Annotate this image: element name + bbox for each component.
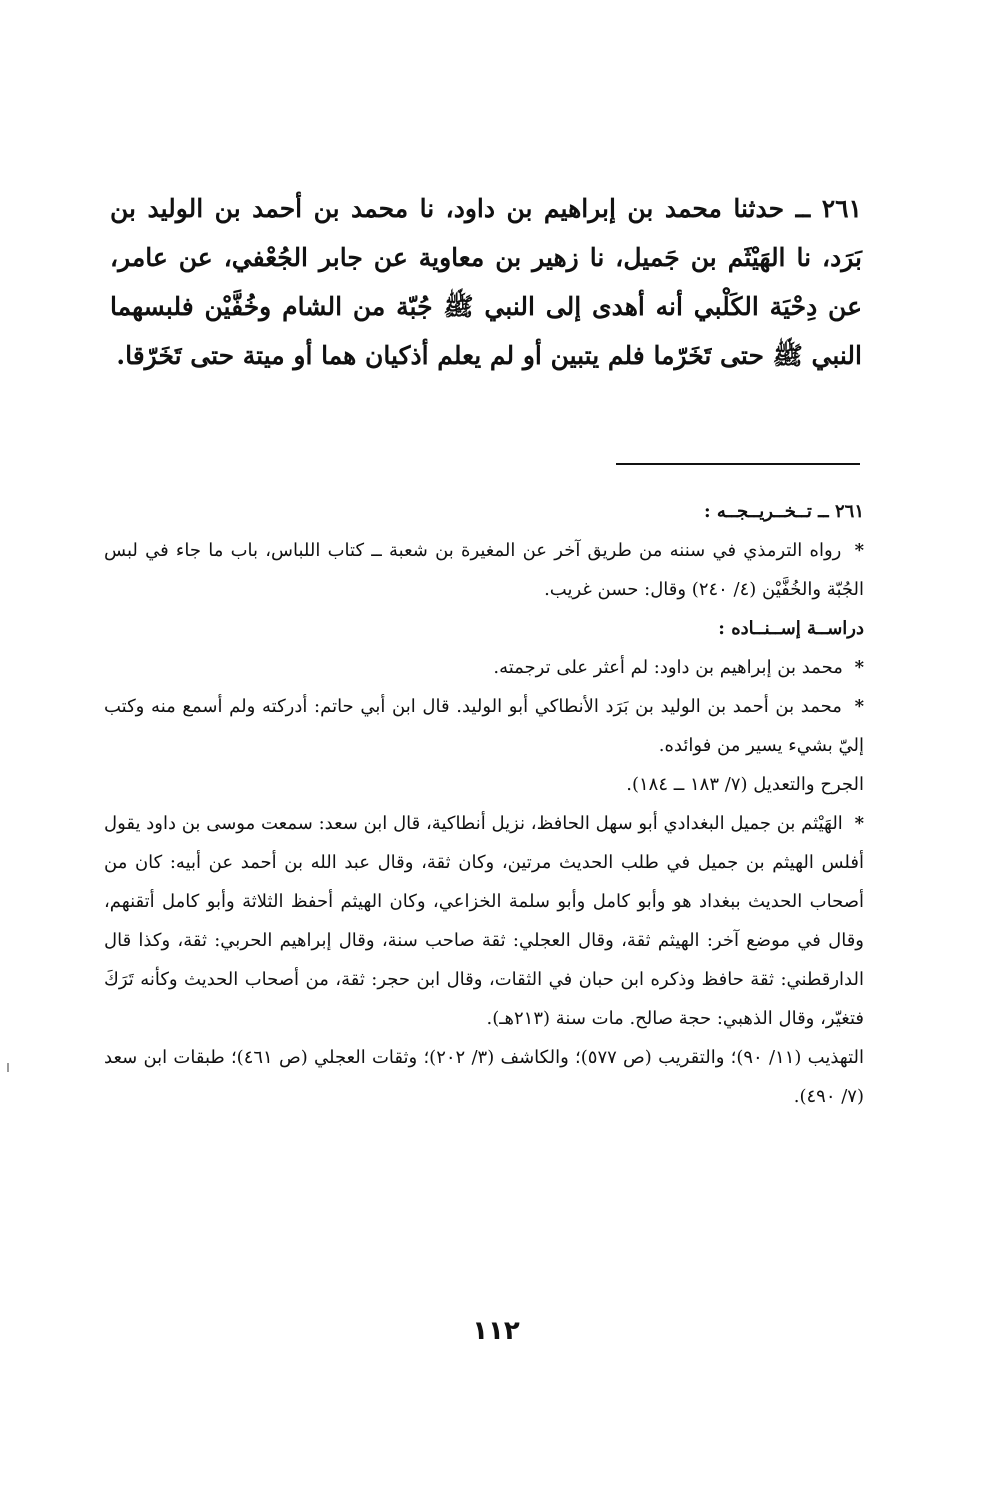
takhrij-heading: ٢٦١ ــ تــخــريــجــه : bbox=[703, 501, 864, 522]
narrator-entry-3-text: الهَيْثم بن جميل البغدادي أبو سهل الحافظ، نزيل أنطاكية، قال ابن سعد: سمعت موسى بن داود يقول أفلس الهيثم بن جميل في طلب الحديث مرتين، وكان ثقة، وقال عبد الله بن أحمد عن أبيه: كان من أصحاب الحديث ببغداد هو وأبو كامل وأبو سلمة الخزاعي، وكان الهيثم أحفظ الثلاثة وأبو كامل أتقنهم، وقال في موضع آخر: الهيثم ثقة، وقال العجلي: ثقة صاحب سنة، وقال إبراهيم الحربي: ثقة، وكذا قال الدارقطني: ثقة حافظ وذكره ابن حبان في الثقات، وقال ابن حجر: ثقة، من أصحاب الحديث وكأنه تَرَكَ فتغيّر، وقال الذهبي: حجة صالح. مات سنة (٢١٣هـ). bbox=[104, 813, 864, 1029]
bullet-star-icon: * bbox=[854, 540, 864, 561]
narrator-entry-3 bbox=[104, 804, 864, 1038]
narrator-entry-2-reference: الجرح والتعديل (٧/ ١٨٣ ــ ١٨٤). bbox=[626, 774, 864, 795]
hadith-dash: ــ bbox=[795, 194, 811, 223]
narrator-entry-1-text: محمد بن إبراهيم بن داود: لم أعثر على ترجمته. bbox=[493, 657, 843, 678]
isnad-heading: دراســة إســنــاده : bbox=[718, 618, 864, 639]
narrator-entry-1 bbox=[104, 648, 864, 687]
footnote-divider bbox=[616, 463, 860, 465]
narrator-entry-2-text: محمد بن أحمد بن الوليد بن بَرَد الأنطاكي أبو الوليد. قال ابن أبي حاتم: أدركته ولم أسمع منه وكتب إليّ بشيء يسير من فوائده. bbox=[104, 696, 864, 756]
scan-edge-mark bbox=[7, 1063, 9, 1072]
narrator-entry-2 bbox=[104, 687, 864, 765]
takhrij-paragraph bbox=[104, 531, 864, 609]
hadith-number: ٢٦١ bbox=[821, 194, 862, 223]
narrator-entry-3-reference: التهذيب (١١/ ٩٠)؛ والتقريب (ص ٥٧٧)؛ والكاشف (٣/ ٢٠٢)؛ وثقات العجلي (ص ٤٦١)؛ طبقات ابن سعد (٧/ ٤٩٠). bbox=[104, 1047, 865, 1107]
bullet-star-icon: * bbox=[854, 657, 864, 678]
takhrij-body: رواه الترمذي في سننه من طريق آخر عن المغيرة بن شعبة ــ كتاب اللباس، باب ما جاء في لبس الجُبّة والخُفَّيْن (٤/ ٢٤٠) وقال: حسن غريب. bbox=[104, 540, 864, 600]
hadith-body: حدثنا محمد بن إبراهيم بن داود، نا محمد بن أحمد بن الوليد بن بَرَد، نا الهَيْثَم بن جَميل، نا زهير بن معاوية عن جابر الجُعْفي، عن عامر، عن دِحْيَة الكَلْبي أنه أهدى إلى النبي ﷺ جُبّة من الشام وخُفَّيْن فلبسهما النبي ﷺ حتى تَخَرّما فلم يتبين أو لم يعلم أذكيان هما أو ميتة حتى تَخَرّقا. bbox=[110, 194, 862, 370]
bullet-star-icon: * bbox=[854, 696, 864, 717]
footnotes-block bbox=[104, 492, 864, 1116]
page-number: ١١٢ bbox=[472, 1316, 520, 1346]
bullet-star-icon: * bbox=[854, 813, 864, 834]
hadith-text-block bbox=[110, 184, 862, 380]
